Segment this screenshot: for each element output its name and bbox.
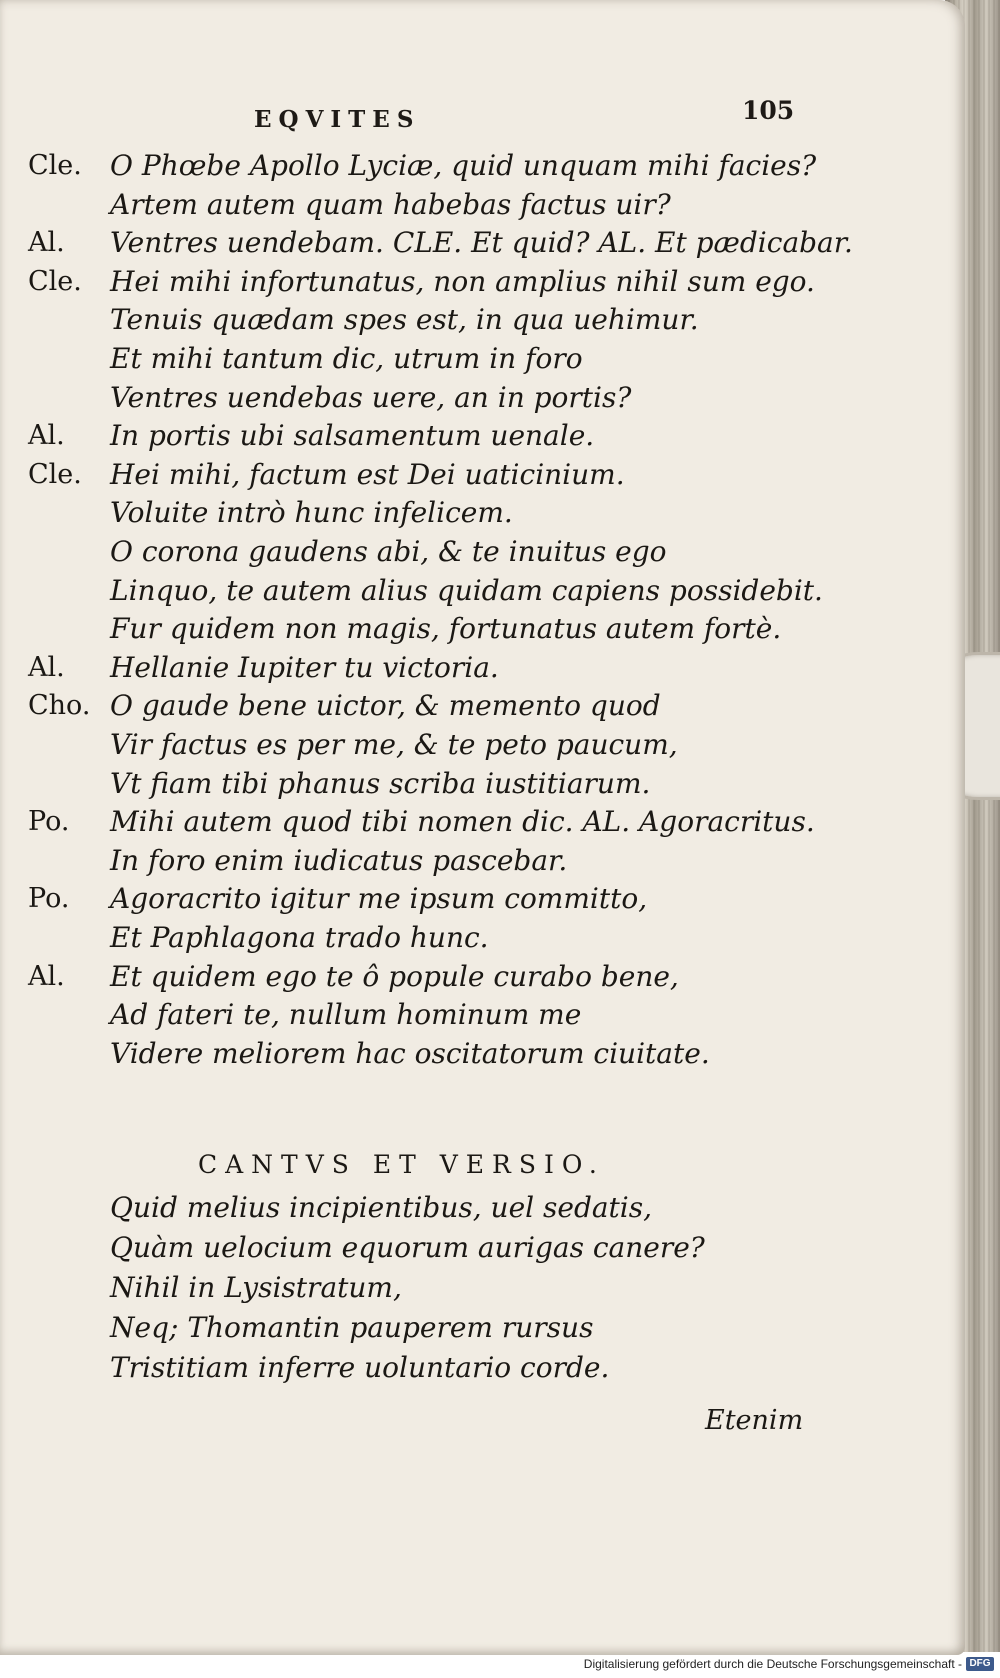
catchword: Etenim (705, 1405, 804, 1436)
text-line: Agoracrito igitur me ipsum committo, (110, 882, 648, 915)
verse-line: Quàm uelocium equorum aurigas canere? (110, 1231, 705, 1264)
text-line: Ventres uendebas uere, an in portis? (110, 381, 632, 414)
text-line: O corona gaudens abi, & te inuitus ego (110, 535, 667, 568)
speaker-label: Cle. (28, 266, 82, 297)
text-line: Hei mihi, factum est Dei uaticinium. (110, 458, 625, 491)
text-line: Fur quidem non magis, fortunatus autem fortè. (110, 612, 782, 645)
text-line: Et quidem ego te ô popule curabo bene, (110, 960, 679, 993)
text-line: In foro enim iudicatus pascebar. (110, 844, 568, 877)
speaker-label: Al. (28, 420, 65, 451)
verse-line: Nihil in Lysistratum, (110, 1271, 402, 1304)
text-line: In portis ubi salsamentum uenale. (110, 419, 595, 452)
text-line: Ad fateri te, nullum hominum me (110, 998, 582, 1031)
text-line: Voluite intrò hunc infelicem. (110, 496, 513, 529)
text-line: Hellanie Iupiter tu victoria. (110, 651, 499, 684)
text-line: Artem autem quam habebas factus uir? (110, 188, 671, 221)
speaker-label: Po. (28, 806, 70, 837)
speaker-label: Cle. (28, 150, 82, 181)
text-line: Ventres uendebam. CLE. Et quid? AL. Et pædicabar. (110, 226, 853, 259)
text-line: Videre meliorem hac oscitatorum ciuitate. (110, 1037, 710, 1070)
verse-line: Quid melius incipientibus, uel sedatis, (110, 1191, 653, 1224)
verse-line: Tristitiam inferre uoluntario corde. (110, 1351, 610, 1384)
speaker-label: Al. (28, 652, 65, 683)
text-line: O Phœbe Apollo Lyciæ, quid unquam mihi facies? (110, 149, 817, 182)
dfg-logo: DFG (966, 1657, 994, 1671)
text-line: Et mihi tantum dic, utrum in foro (110, 342, 583, 375)
text-line: Linquo, te autem alius quidam capiens possidebit. (110, 574, 823, 607)
verse-line: Neq; Thomantin pauperem rursus (110, 1311, 594, 1344)
section-heading: CANTVS ET VERSIO. (198, 1150, 605, 1179)
speaker-label: Al. (28, 961, 65, 992)
text-line: Vir factus es per me, & te peto paucum, (110, 728, 678, 761)
text-line: Hei mihi infortunatus, non amplius nihil sum ego. (110, 265, 815, 298)
text-line: Mihi autem quod tibi nomen dic. AL. Agoracritus. (110, 805, 815, 838)
text-line: O gaude bene uictor, & memento quod (110, 689, 661, 722)
speaker-label: Po. (28, 883, 70, 914)
text-line: Tenuis quædam spes est, in qua uehimur. (110, 303, 699, 336)
text-line: Vt fiam tibi phanus scriba iustitiarum. (110, 767, 651, 800)
digitization-credit: Digitalisierung gefördert durch die Deutsche Forschungsgemeinschaft - (583, 1657, 962, 1671)
speaker-label: Al. (28, 227, 65, 258)
speaker-label: Cho. (28, 690, 91, 721)
speaker-label: Cle. (28, 459, 82, 490)
page-number: 105 (742, 96, 795, 125)
text-line: Et Paphlagona trado hunc. (110, 921, 489, 954)
running-head: EQVITES (254, 106, 421, 133)
